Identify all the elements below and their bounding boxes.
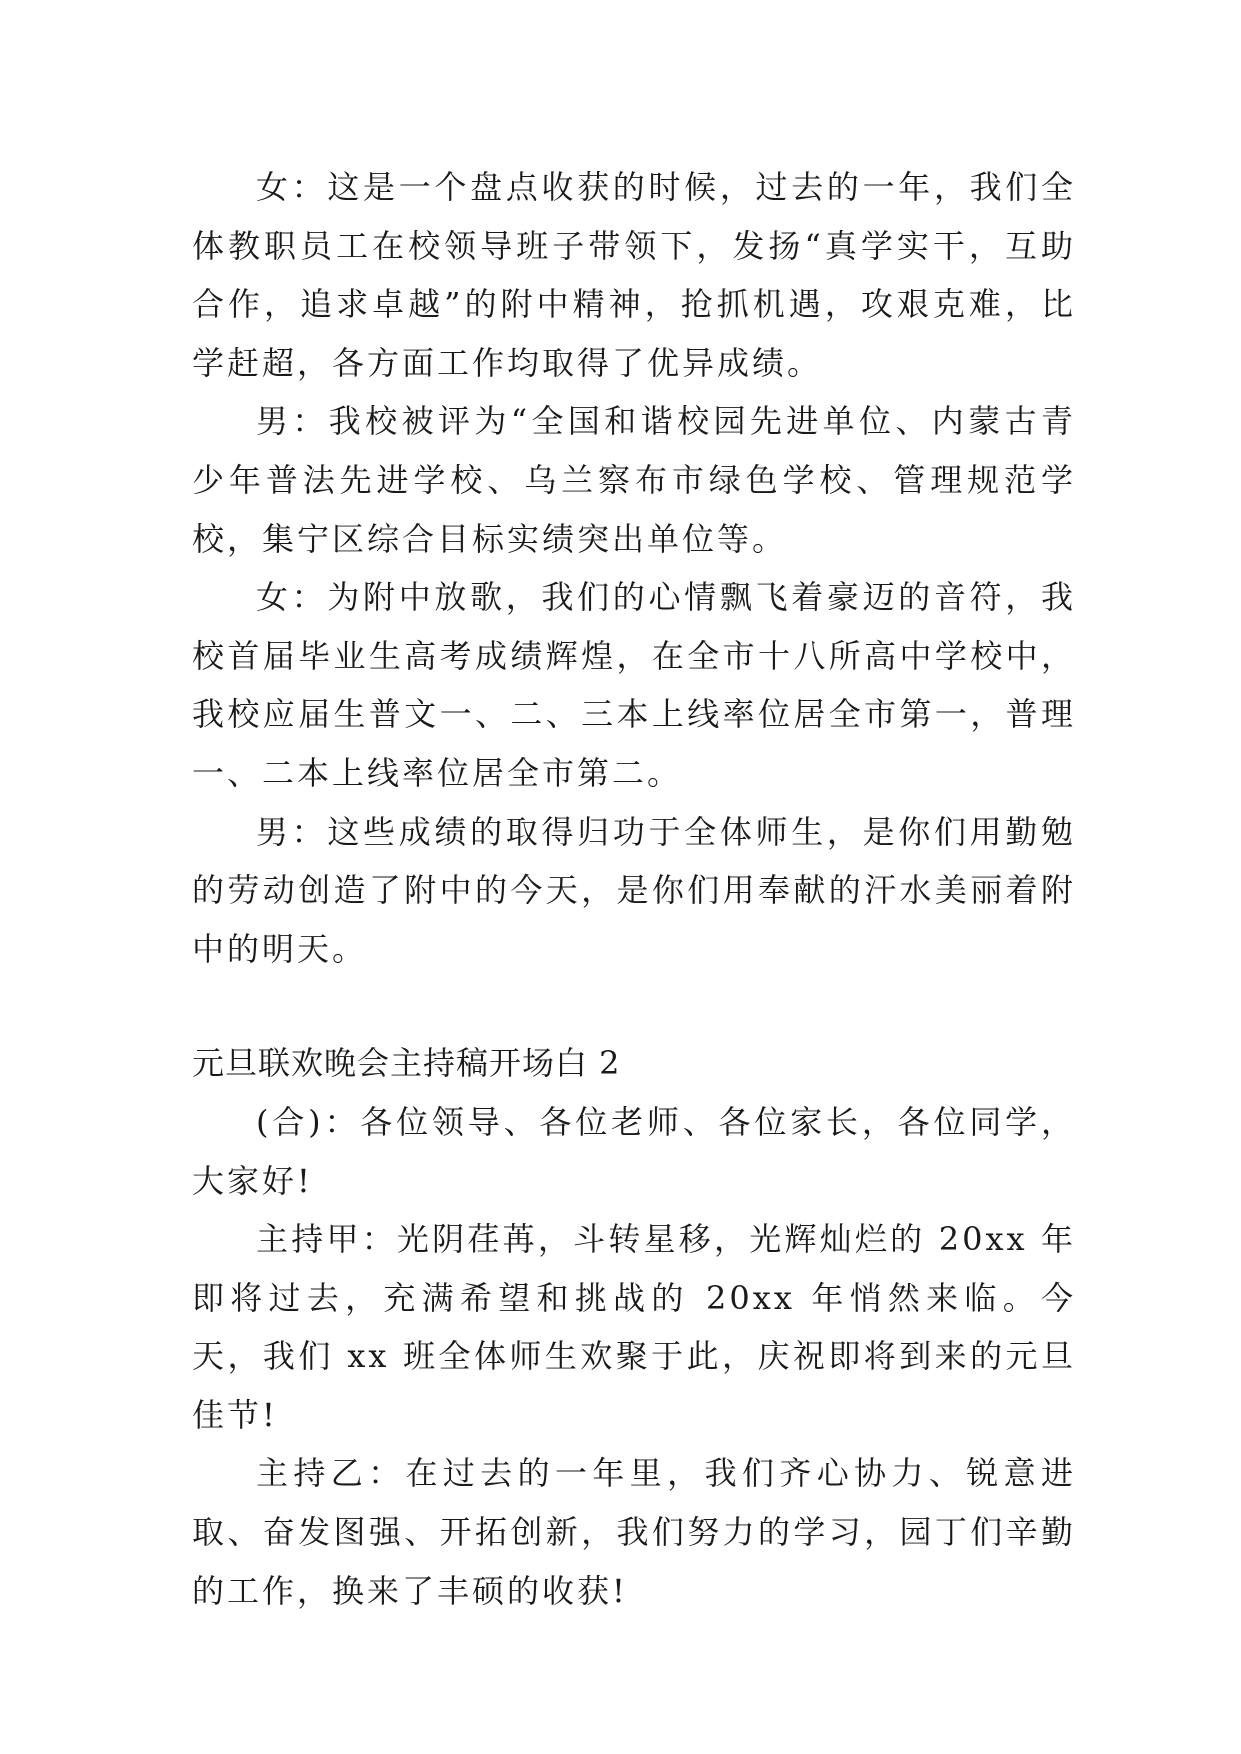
paragraph: (合)：各位领导、各位老师、各位家长，各位同学，大家好! bbox=[192, 1102, 1076, 1200]
document-body bbox=[192, 158, 1076, 1620]
section-heading: 元旦联欢晚会主持稿开场白 2 bbox=[192, 1044, 621, 1083]
paragraph: 女：为附中放歌，我们的心情飘飞着豪迈的音符，我校首届毕业生高考成绩辉煌，在全市十八所高中学校中，我校应届生普文一、二、三本上线率位居全市第一，普理一、二本上线率位居全市第二。 bbox=[192, 578, 1076, 792]
paragraph: 男：这些成绩的取得归功于全体师生，是你们用勤勉的劳动创造了附中的今天，是你们用奉献的汗水美丽着附中的明天。 bbox=[192, 812, 1076, 968]
paragraph: 男：我校被评为“全国和谐校园先进单位、内蒙古青少年普法先进学校、乌兰察布市绿色学校、管理规范学校，集宁区综合目标实绩突出单位等。 bbox=[192, 402, 1076, 558]
paragraph: 主持甲：光阴荏苒，斗转星移，光辉灿烂的 20xx 年即将过去，充满希望和挑战的 20xx 年悄然来临。今天，我们 xx 班全体师生欢聚于此，庆祝即将到来的元旦佳节! bbox=[192, 1220, 1076, 1434]
paragraph: 女：这是一个盘点收获的时候，过去的一年，我们全体教职员工在校领导班子带领下，发扬“真学实干，互助合作，追求卓越”的附中精神，抢抓机遇，攻艰克难，比学赶超，各方面工作均取得了优异成绩。 bbox=[192, 168, 1076, 382]
paragraph: 主持乙：在过去的一年里，我们齐心协力、锐意进取、奋发图强、开拓创新，我们努力的学习，园丁们辛勤的工作，换来了丰硕的收获! bbox=[192, 1454, 1076, 1610]
